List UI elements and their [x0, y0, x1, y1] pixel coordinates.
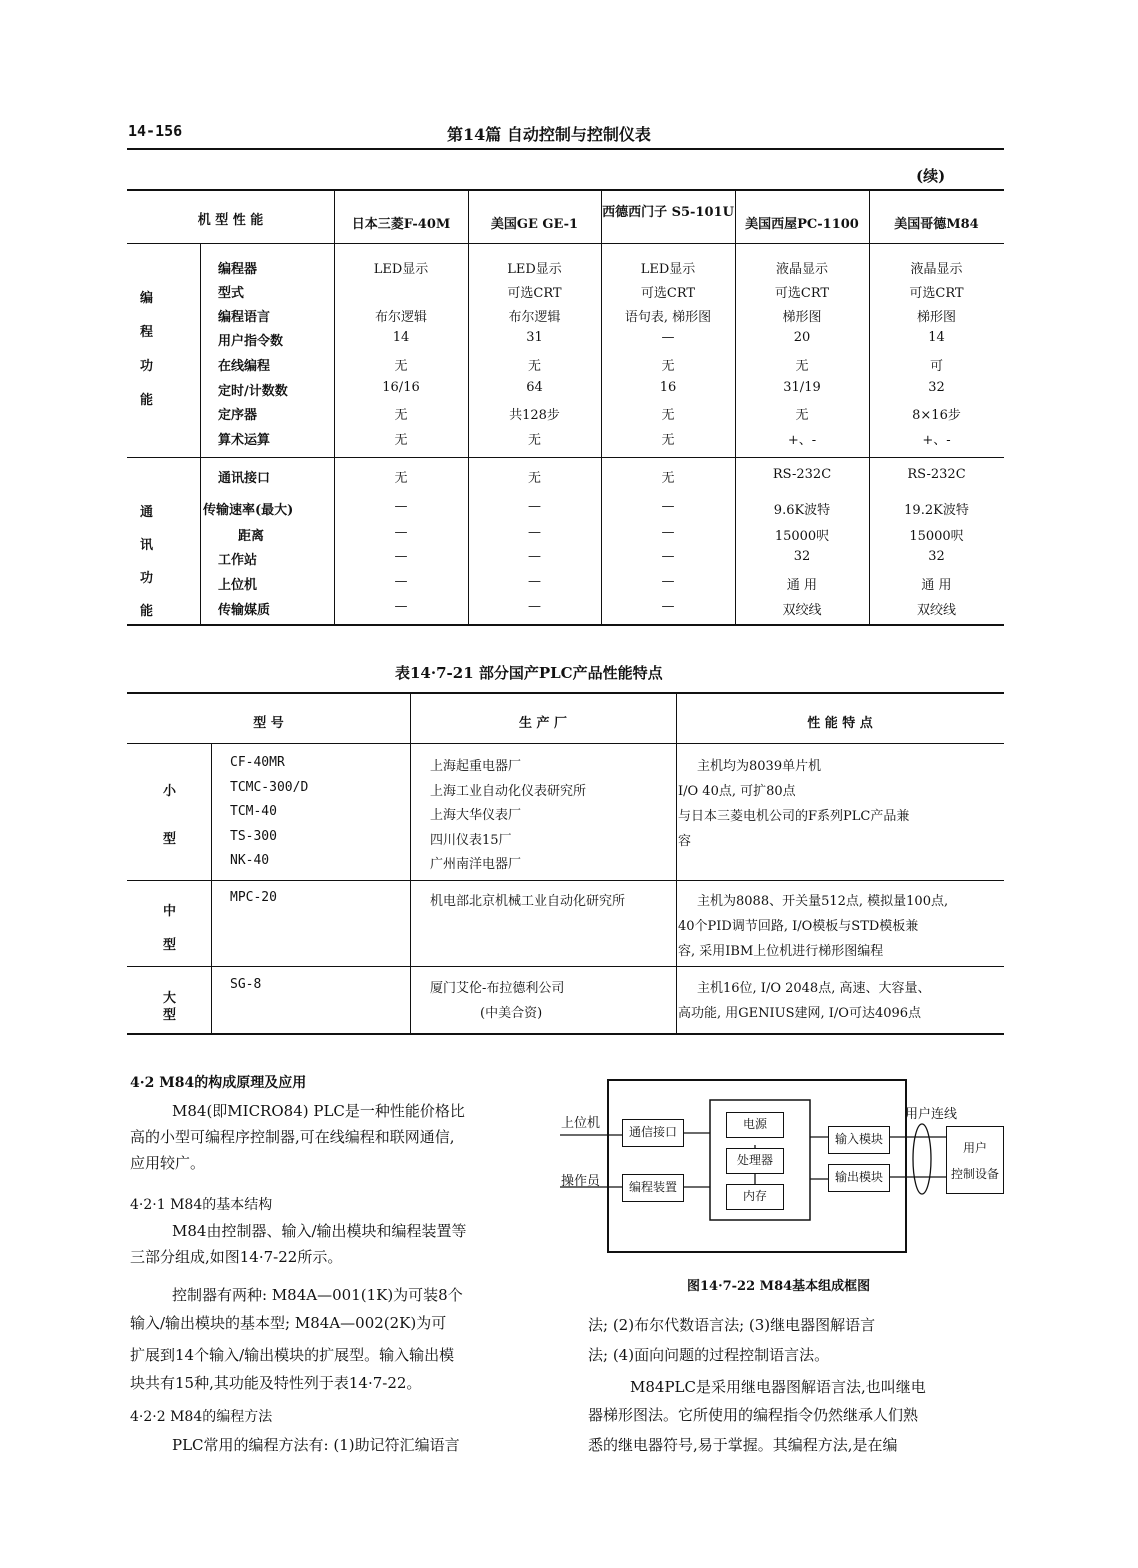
table1-col-header: 日本三菱F-40M [351, 217, 451, 232]
table1-cell: 无 [527, 359, 541, 374]
table1-cell: 双绞线 [916, 603, 956, 618]
table1-cell: 无 [527, 433, 541, 448]
table1-cell: — [528, 599, 541, 614]
table1-section-name-char: 功 [140, 571, 154, 586]
table1-row-label: 传输媒质 [218, 603, 271, 618]
table1-cell: — [394, 574, 408, 589]
table2-feature-line: 容 [678, 834, 692, 849]
table1-section-name-char: 讯 [140, 538, 154, 553]
section-heading: 4·2·1 M84的基本结构 [130, 1197, 273, 1213]
table1-row-label: 定时/计数数 [218, 384, 288, 399]
table2-header: 型 号 [253, 716, 284, 731]
table1-cell: 31/19 [783, 380, 821, 395]
table2-model: TCM-40 [230, 804, 277, 819]
table1-row-label: 工作站 [218, 553, 258, 568]
table2-size-char: 中 [163, 904, 177, 919]
paragraph-line: M84PLC是采用继电器图解语言法,也叫继电 [630, 1378, 926, 1396]
table1-cell: 双绞线 [782, 603, 822, 618]
table1-row-label: 编程语言 [218, 310, 271, 325]
diagram-box-power: 电源 [726, 1112, 784, 1138]
table1-cell: — [394, 599, 408, 614]
table1-row-label: 距离 [238, 529, 265, 544]
table1-cell: 14 [392, 330, 410, 345]
table1-cell: 无 [527, 471, 541, 486]
table1-cell: 无 [661, 471, 675, 486]
table2-size-char: 小 [163, 784, 177, 799]
table1-cell: 15000呎 [909, 529, 964, 544]
table1-cell: 32 [928, 549, 945, 564]
table1-cell: 32 [793, 549, 811, 564]
diagram-box-device-label: 控制设备 [950, 1167, 999, 1181]
table2-maker: 四川仪表15厂 [430, 832, 512, 848]
table1-cell: 共128步 [509, 408, 560, 423]
table1-cell: 无 [394, 471, 408, 486]
table1-section-name-char: 功 [140, 359, 154, 374]
table1-cell: +、- [922, 433, 951, 448]
table2-size-char: 型 [163, 938, 177, 953]
table1-section-name-char: 通 [140, 505, 154, 520]
table2-feature-line: 40个PID调节回路, I/O模板与STD模板兼 [678, 919, 919, 934]
table2-size-char: 型 [163, 832, 177, 847]
diagram-box-processor: 处理器 [726, 1148, 784, 1174]
table2-model: SG-8 [230, 977, 262, 992]
table1-cell: 液晶显示 [775, 262, 828, 277]
diagram-box-programmer: 编程装置 [622, 1174, 684, 1202]
table1-cell: 梯形图 [916, 310, 956, 325]
table1-cell: — [661, 499, 675, 514]
table1-cell: 20 [793, 330, 811, 345]
table1-cell: 无 [795, 408, 809, 423]
table2-size-char: 大 [163, 991, 177, 1006]
table2-header: 生 产 厂 [518, 716, 568, 731]
table-continued-label: (续) [916, 167, 946, 185]
table1-cell: 通 用 [786, 578, 818, 593]
table1-cell: 14 [928, 330, 945, 345]
table1-row-label: 上位机 [218, 578, 258, 593]
table1-col-header: 美国西屋PC-1100 [745, 217, 859, 232]
table1-col-header: 西德西门子 S5-101U [602, 205, 734, 220]
table1-section-name-char: 能 [140, 604, 154, 619]
diagram-box-input: 输入模块 [828, 1126, 890, 1154]
diagram-box-output: 输出模块 [828, 1164, 890, 1192]
table1-cell: — [528, 525, 541, 540]
diagram-box-comm: 通信接口 [622, 1119, 684, 1147]
table2-vline [676, 693, 677, 1033]
table1-cell: — [528, 574, 541, 589]
table1-cell: 无 [661, 359, 675, 374]
table1-cell: 无 [394, 408, 408, 423]
table1-cell: LED显示 [373, 262, 429, 277]
table1-cell: RS-232C [907, 467, 966, 482]
table1-cell: — [661, 599, 675, 614]
table2-group-rule [127, 966, 1004, 967]
table1-cell: 无 [795, 359, 809, 374]
table2-feature-line: 与日本三菱电机公司的F系列PLC产品兼 [678, 809, 910, 824]
table1-top-rule [127, 189, 1004, 191]
table2-feature-line: 容, 采用IBM上位机进行梯形图编程 [678, 944, 884, 959]
table1-section-name-char: 程 [140, 325, 154, 340]
table2-maker: 上海工业自动化仪表研究所 [430, 783, 587, 799]
table2-feature-line: I/O 40点, 可扩80点 [678, 784, 796, 799]
table1-row-label: 在线编程 [218, 359, 271, 374]
table1-row-label: 通讯接口 [218, 471, 271, 486]
diagram-label-user-wiring: 用户连线 [905, 1107, 958, 1122]
table1-header-label: 机 型 性 能 [197, 213, 264, 228]
table1-cell: 可选CRT [909, 286, 964, 301]
table1-cell: — [394, 549, 408, 564]
table1-cell: 8×16步 [912, 408, 961, 423]
table1-cell: — [394, 499, 408, 514]
table1-cell: — [528, 499, 541, 514]
table1-vline [200, 244, 201, 624]
diagram-box-user-label: 用户 [962, 1141, 987, 1155]
table1-row-label: 用户指令数 [218, 334, 284, 349]
table1-section-name-char: 编 [140, 291, 154, 306]
table1-cell: — [661, 525, 675, 540]
table1-cell: 可 [929, 359, 943, 374]
table2-maker: 上海大华仪表厂 [430, 808, 522, 823]
table1-cell: 通 用 [921, 578, 952, 593]
table1-cell: 无 [394, 359, 408, 374]
table1-cell: 布尔逻辑 [374, 310, 427, 325]
paragraph-line: 高的小型可编程序控制器,可在线编程和联网通信, [130, 1128, 455, 1146]
table2-model: TCMC-300/D [230, 779, 309, 795]
table2-feature-line: 高功能, 用GENIUS建网, I/O可达4096点 [678, 1006, 922, 1021]
table2-model: NK-40 [230, 853, 270, 868]
table1-cell: 64 [526, 380, 543, 395]
table1-cell: 16 [659, 380, 677, 395]
table1-section-name-char: 能 [140, 393, 154, 408]
table1-cell: — [661, 549, 675, 564]
table1-cell: 15000呎 [774, 529, 830, 544]
table2-model: CF-40MR [230, 755, 285, 770]
table2-maker: (中美合资) [480, 1005, 543, 1021]
table1-cell: 可选CRT [640, 286, 696, 301]
table2-maker: 上海起重电器厂 [430, 759, 522, 774]
table2-vline [410, 693, 411, 1033]
table2-feature-line: 主机均为8039单片机 [697, 759, 822, 774]
paragraph-line: 块共有15种,其功能及特性列于表14·7-22。 [130, 1374, 422, 1392]
table2-feature-line: 主机16位, I/O 2048点, 高速、大容量、 [697, 981, 931, 996]
table2-model: MPC-20 [230, 890, 277, 905]
table1-cell: 布尔逻辑 [508, 310, 561, 325]
table1-cell: 32 [928, 380, 945, 395]
header-rule [127, 148, 1004, 150]
table1-cell: 无 [661, 433, 675, 448]
table1-row-label: 传输速率(最大) [203, 503, 294, 518]
table2-group-rule [127, 880, 1004, 881]
diagram-label-operator: 操作员 [561, 1174, 601, 1189]
paragraph-line: M84(即MICRO84) PLC是一种性能价格比 [172, 1102, 465, 1120]
table1-col-header: 美国哥德M84 [894, 217, 979, 232]
table2-maker: 广州南洋电器厂 [430, 857, 522, 872]
table2-bottom-rule [127, 1033, 1004, 1035]
table1-cell: 16/16 [382, 380, 420, 395]
table2-header-rule [127, 743, 1004, 744]
table1-section-rule [127, 457, 1004, 458]
table1-cell: 9.6K波特 [773, 503, 831, 518]
table2-size-char: 型 [163, 1008, 177, 1023]
paragraph-line: 悉的继电器符号,易于掌握。其编程方法,是在编 [588, 1436, 898, 1454]
table1-cell: 19.2K波特 [904, 503, 969, 518]
table2-top-rule [127, 692, 1004, 694]
page-header-title: 第14篇 自动控制与控制仪表 [447, 125, 651, 144]
paragraph-line: M84由控制器、输入/输出模块和编程装置等 [172, 1222, 467, 1240]
table2-caption: 表14·7-21 部分国产PLC产品性能特点 [395, 664, 663, 682]
table2-maker: 机电部北京机械工业自动化研究所 [430, 894, 626, 909]
table1-row-label: 编程器 [218, 262, 258, 277]
table1-cell: LED显示 [507, 262, 562, 277]
table1-cell: 无 [661, 408, 675, 423]
table1-cell: — [528, 549, 541, 564]
table1-cell: 无 [394, 433, 408, 448]
table1-row-label: 型式 [218, 286, 245, 301]
table2-maker: 厦门艾伦-布拉德利公司 [430, 981, 565, 996]
section-heading: 4·2·2 M84的编程方法 [130, 1409, 273, 1425]
table2-model: TS-300 [230, 828, 277, 844]
table1-cell: — [661, 574, 675, 589]
table1-cell: 语句表, 梯形图 [624, 310, 712, 325]
table1-cell: 液晶显示 [910, 262, 963, 277]
table1-cell: — [394, 525, 408, 540]
table1-cell: 31 [526, 330, 543, 345]
paragraph-line: 控制器有两种: M84A—001(1K)为可装8个 [172, 1286, 463, 1304]
table1-cell: — [661, 330, 675, 345]
table1-row-label: 定序器 [218, 408, 258, 423]
table1-cell: LED显示 [640, 262, 696, 277]
diagram-caption: 图14·7-22 M84基本组成框图 [687, 1279, 871, 1294]
table2-vline [211, 744, 212, 1033]
paragraph-line: 扩展到14个输入/输出模块的扩展型。输入输出模 [130, 1346, 455, 1364]
table1-row-label: 算术运算 [218, 433, 271, 448]
table1-col-header: 美国GE GE-1 [490, 217, 579, 232]
paragraph-line: 应用较广。 [130, 1154, 206, 1172]
diagram-label-host: 上位机 [561, 1116, 601, 1131]
table2-feature-line: 主机为8088、开关量512点, 模拟量100点, [697, 894, 949, 909]
table1-cell: RS-232C [772, 467, 832, 482]
table2-header: 性 能 特 点 [807, 716, 873, 731]
table1-cell: 梯形图 [782, 310, 822, 325]
table1-cell: +、- [787, 433, 817, 448]
paragraph-line: 输入/输出模块的基本型; M84A—002(2K)为可 [130, 1314, 447, 1332]
section-heading: 4·2 M84的构成原理及应用 [130, 1075, 307, 1091]
paragraph-line: 法; (2)布尔代数语言法; (3)继电器图解语言 [588, 1316, 876, 1334]
page-number: 14-156 [128, 122, 183, 140]
paragraph-line: PLC常用的编程方法有: (1)助记符汇编语言 [172, 1436, 460, 1454]
diagram-box-memory: 内存 [726, 1184, 784, 1210]
paragraph-line: 三部分组成,如图14·7-22所示。 [130, 1248, 343, 1266]
table1-bottom-rule [127, 624, 1004, 626]
table1-cell: 可选CRT [774, 286, 830, 301]
table1-cell: 可选CRT [507, 286, 562, 301]
diagram-box-user-device [946, 1126, 1004, 1194]
paragraph-line: 法; (4)面向问题的过程控制语言法。 [588, 1346, 830, 1364]
paragraph-line: 器梯形图法。它所使用的编程指令仍然继承人们熟 [588, 1406, 919, 1424]
table1-header-rule [127, 243, 1004, 244]
